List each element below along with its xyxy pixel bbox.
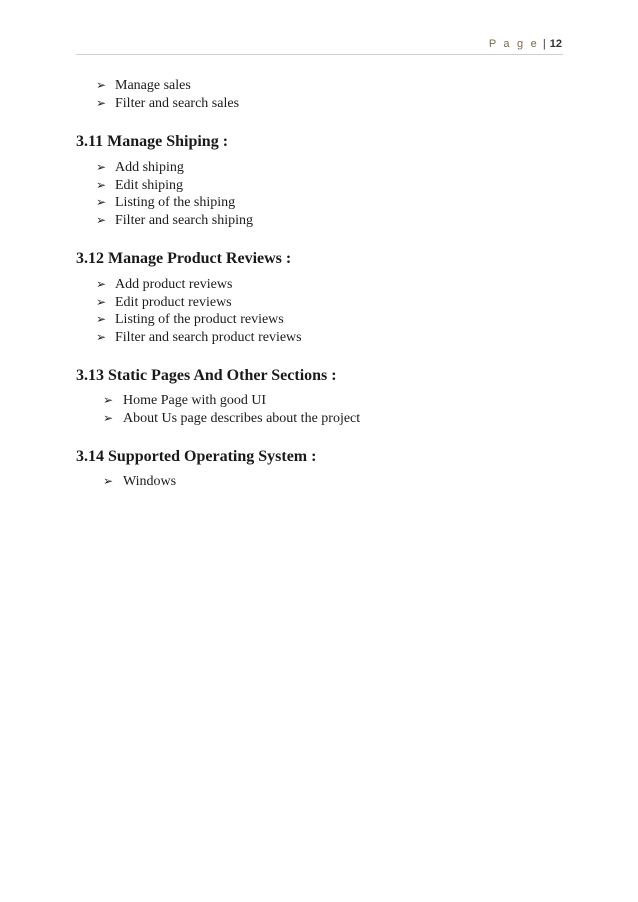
list-item bbox=[0, 95, 638, 113]
header-divider bbox=[76, 54, 563, 55]
list-item bbox=[0, 159, 638, 177]
list-item bbox=[0, 177, 638, 195]
arrow-bullet-icon: ➢ bbox=[96, 95, 107, 110]
page-number: 12 bbox=[549, 38, 562, 50]
section-heading-static-pages: 3.13 Static Pages And Other Sections : bbox=[76, 367, 337, 384]
page-label: P a g e bbox=[488, 38, 539, 50]
list-item-text: Listing of the shiping bbox=[115, 195, 236, 210]
list-item-text: Add product reviews bbox=[115, 277, 233, 292]
operating-system-list bbox=[0, 473, 638, 491]
list-item bbox=[0, 194, 638, 212]
list-item bbox=[0, 77, 638, 95]
list-item-text: Filter and search sales bbox=[115, 95, 240, 111]
list-item-text: Manage sales bbox=[115, 78, 191, 93]
arrow-bullet-icon: ➢ bbox=[96, 78, 107, 92]
document-body bbox=[0, 77, 638, 491]
list-item bbox=[0, 212, 638, 230]
section-heading-shiping: 3.11 Manage Shiping : bbox=[76, 133, 229, 150]
arrow-bullet-icon: ➢ bbox=[96, 212, 107, 227]
list-item bbox=[0, 473, 638, 491]
arrow-bullet-icon: ➢ bbox=[96, 294, 107, 309]
arrow-bullet-icon: ➢ bbox=[96, 195, 107, 209]
arrow-bullet-icon: ➢ bbox=[96, 277, 107, 291]
product-reviews-list bbox=[0, 276, 638, 346]
arrow-bullet-icon: ➢ bbox=[103, 474, 114, 488]
intro-list bbox=[0, 77, 638, 112]
list-item-text: Filter and search shiping bbox=[115, 212, 254, 228]
arrow-bullet-icon: ➢ bbox=[103, 393, 114, 407]
shiping-list bbox=[0, 159, 638, 229]
arrow-bullet-icon: ➢ bbox=[96, 160, 107, 174]
static-pages-list bbox=[0, 392, 638, 427]
list-item bbox=[0, 311, 638, 329]
page-header bbox=[489, 38, 562, 50]
list-item-text: Edit product reviews bbox=[115, 294, 232, 310]
list-item bbox=[0, 410, 638, 428]
list-item bbox=[0, 392, 638, 410]
arrow-bullet-icon: ➢ bbox=[96, 329, 107, 344]
list-item-text: Edit shiping bbox=[115, 177, 184, 193]
arrow-bullet-icon: ➢ bbox=[96, 177, 107, 192]
list-item-text: Windows bbox=[123, 474, 177, 489]
list-item-text: Add shiping bbox=[115, 160, 184, 175]
section-heading-operating-system: 3.14 Supported Operating System : bbox=[76, 448, 317, 465]
list-item-text: Listing of the product reviews bbox=[115, 312, 284, 327]
list-item bbox=[0, 294, 638, 312]
list-item-text: Home Page with good UI bbox=[123, 393, 267, 408]
list-item-text: Filter and search product reviews bbox=[115, 329, 302, 345]
page-separator: | bbox=[542, 38, 546, 50]
list-item bbox=[0, 329, 638, 347]
arrow-bullet-icon: ➢ bbox=[96, 312, 107, 326]
list-item-text: About Us page describes about the project bbox=[123, 410, 361, 426]
arrow-bullet-icon: ➢ bbox=[103, 410, 114, 425]
list-item bbox=[0, 276, 638, 294]
section-heading-product-reviews: 3.12 Manage Product Reviews : bbox=[76, 250, 292, 267]
